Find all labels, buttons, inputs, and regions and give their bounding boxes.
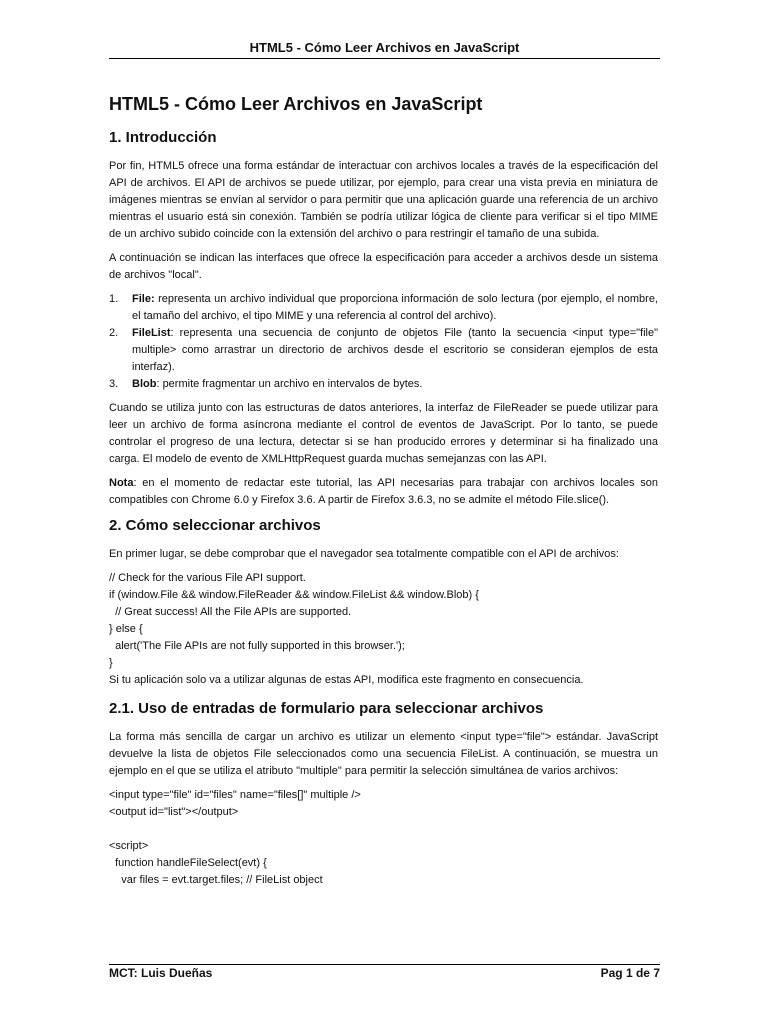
document-title: HTML5 - Cómo Leer Archivos en JavaScript	[109, 94, 483, 114]
code-line: if (window.File && window.FileReader && window.FileList && window.Blob) {	[109, 589, 479, 601]
list-term: File:	[132, 293, 155, 305]
list-item	[109, 325, 658, 376]
code-line: }	[109, 657, 113, 669]
list-item	[109, 291, 658, 325]
header-divider	[109, 58, 660, 59]
code-line: function handleFileSelect(evt) {	[109, 857, 267, 869]
code-line: var files = evt.target.files; // FileList object	[109, 874, 323, 886]
list-text: : permite fragmentar un archivo en intervalos de bytes.	[156, 378, 423, 390]
code-block-script	[109, 838, 658, 889]
code-line: // Great success! All the File APIs are supported.	[109, 606, 352, 618]
code-block-api-check	[109, 570, 658, 672]
footer-author: MCT: Luis Dueñas	[109, 966, 213, 980]
section-heading-introduccion: 1. Introducción	[109, 129, 217, 146]
section-heading-formulario: 2.1. Uso de entradas de formulario para seleccionar archivos	[109, 700, 544, 717]
code-line: // Check for the various File API support.	[109, 572, 306, 584]
code-block-input	[109, 787, 658, 821]
list-text: : representa una secuencia de conjunto de objetos File (tanto la secuencia <input type="file" multiple> como arrastrar un directorio de archivos desde el escritorio se consideran ejemplos de esta interfaz).	[132, 327, 658, 373]
code-line: <input type="file" id="files" name="files[]" multiple />	[109, 789, 361, 801]
code-line: <script>	[109, 840, 149, 852]
paragraph: La forma más sencilla de cargar un archivo es utilizar un elemento <input type="file"> estándar. JavaScript devuelve la lista de objetos File seleccionados como una secuencia FileList. A continuación, se muestra un ejemplo en el que se utiliza el atributo "multiple" para permitir la selección simultánea de varios archivos:	[109, 731, 658, 777]
paragraph: En primer lugar, se debe comprobar que el navegador sea totalmente compatible con el API de archivos:	[109, 548, 619, 560]
paragraph: Cuando se utiliza junto con las estructuras de datos anteriores, la interfaz de FileReader se puede utilizar para leer un archivo de forma asíncrona mediante el control de eventos de JavaScript. Por lo tanto, se puede controlar el progreso de una lectura, detectar si se han producido errores y determinar si ha finalizado una carga. El modelo de evento de XMLHttpRequest guarda muchas semejanzas con las API.	[109, 402, 658, 465]
list-number: 1.	[109, 293, 119, 305]
list-text: representa un archivo individual que proporciona información de solo lectura (por ejemplo, el nombre, el tamaño del archivo, el tipo MIME y una referencia al control del archivo).	[132, 293, 658, 322]
list-number: 2.	[109, 327, 119, 339]
note-label: Nota	[109, 477, 134, 489]
running-header-title: HTML5 - Cómo Leer Archivos en JavaScript	[249, 40, 520, 55]
code-line: <output id="list"></output>	[109, 806, 239, 818]
paragraph: A continuación se indican las interfaces que ofrece la especificación para acceder a archivos desde un sistema de archivos "local".	[109, 252, 658, 281]
footer-page-number: Pag 1 de 7	[600, 966, 660, 980]
list-item	[109, 376, 658, 393]
list-term: FileList	[132, 327, 171, 339]
list-number: 3.	[109, 378, 119, 390]
note-paragraph	[109, 475, 658, 509]
spacer	[109, 821, 658, 838]
paragraph: Por fin, HTML5 ofrece una forma estándar de interactuar con archivos locales a través de la especificación del API de archivos. El API de archivos se puede utilizar, por ejemplo, para crear una vista previa en miniatura de imágenes mientras se envían al servidor o para permitir que una aplicación guarde una referencia de un archivo mientras el usuario está sin conexión. También se podría utilizar lógica de cliente para verificar si el tipo MIME de un archivo subido coincide con la extensión del archivo o para restringir el tamaño de una subida.	[109, 160, 658, 240]
interfaces-list	[109, 291, 658, 393]
document-body	[109, 92, 658, 889]
footer-divider	[109, 964, 660, 965]
section-heading-seleccionar: 2. Cómo seleccionar archivos	[109, 517, 321, 534]
paragraph: Si tu aplicación solo va a utilizar algunas de estas API, modifica este fragmento en consecuencia.	[109, 674, 584, 686]
note-text: : en el momento de redactar este tutorial, las API necesarias para trabajar con archivos locales son compatibles con Chrome 6.0 y Firefox 3.6. A partir de Firefox 3.6.3, no se admite el método File.slice().	[109, 477, 658, 506]
code-line: alert('The File APIs are not fully supported in this browser.');	[109, 640, 405, 652]
list-term: Blob	[132, 378, 157, 390]
code-line: } else {	[109, 623, 143, 635]
